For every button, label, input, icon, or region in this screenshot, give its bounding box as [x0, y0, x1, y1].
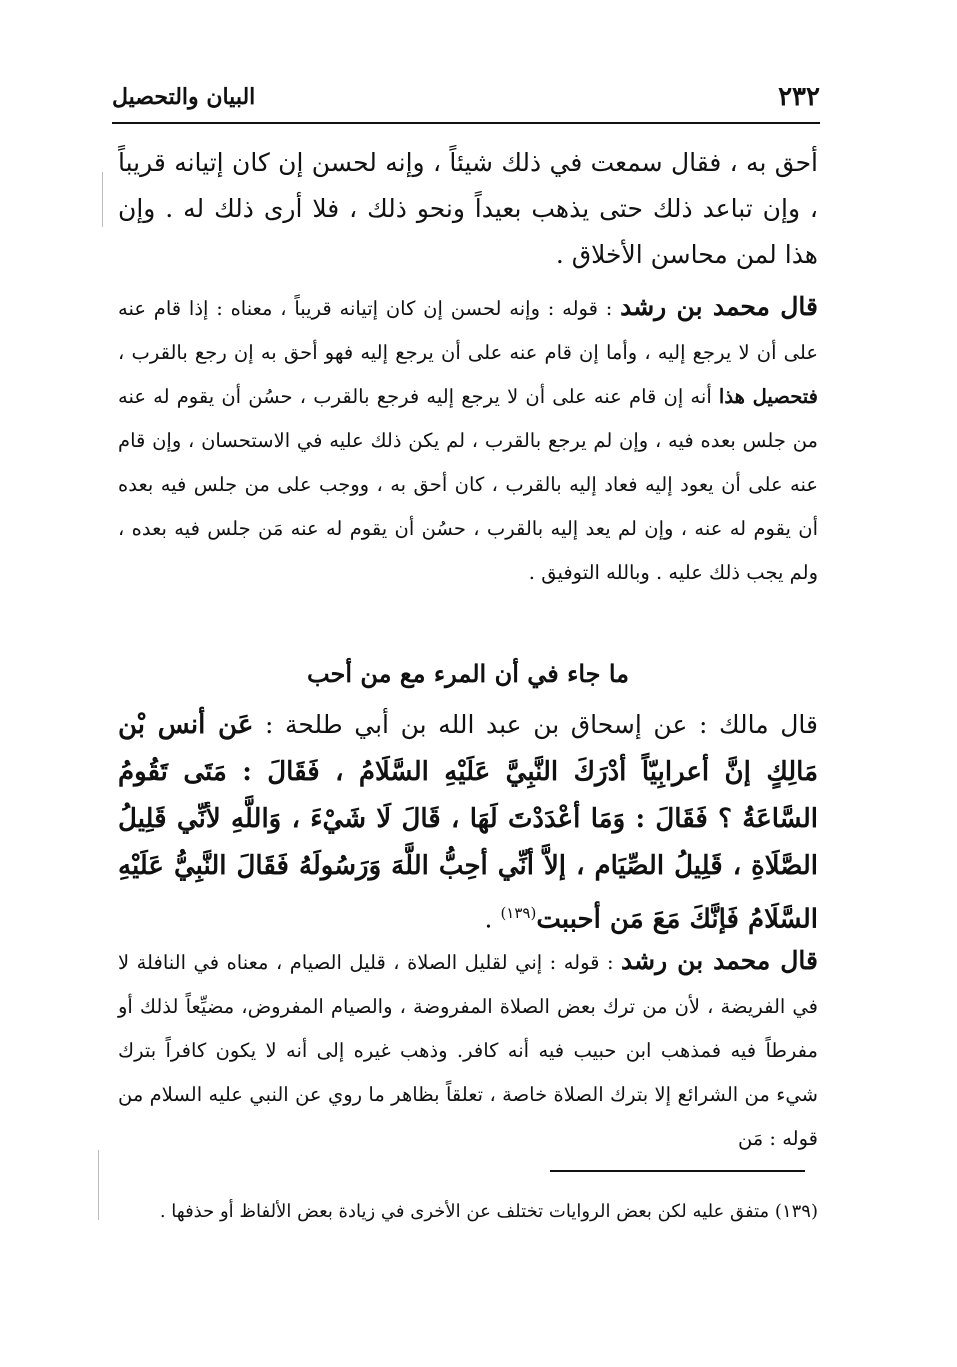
page-number: ٢٣٢ [778, 82, 820, 112]
header-rule [112, 122, 820, 124]
paragraph-3-intro: قال مالك : عن إسحاق بن عبد الله بن أبي طلحة : [253, 710, 818, 739]
paragraph-4-text: : قوله : إني لقليل الصلاة ، قليل الصيام ، معناه في النافلة لا في الفريضة ، لأن من ترك بعض الصلاة المفروضة ، والصيام المفروض، مضيِّعاً لذلك أو مفرطاً فيه فمذهب ابن حبيب فيه أنه كافر. وذهب غيره إلى أنه لا يكون كافراً بترك شيء من الشرائع إلا بترك الصلاة خاصة ، تعلقاً بظاهر ما روي عن النبي عليه السلام من قوله : مَن [118, 951, 818, 1150]
hadith-text: عَن أنس بْن مَالِكٍ إنَّ أعرابِيّاً أدْرَكَ النَّبِيَّ عَلَيْهِ السَّلَامُ ، فَقَالَ : مَتَى تَقُومُ السَّاعَةُ ؟ فَقَالَ : وَمَا أعْدَدْتَ لَهَا ، قَالَ لَا شَيْءَ ، وَاللَّهِ لأنِّي قَلِيلُ الصَّلَاةِ ، قَلِيلُ الصِّيَام ، إلاَّ أنِّي أحِبُّ اللَّهَ وَرَسُولَهُ فَقَالَ النَّبِيُّ عَلَيْهِ السَّلَامُ فَإنَّكَ مَعَ مَن أحببت [118, 710, 818, 935]
paragraph-2-lead: قال محمد بن رشد [620, 292, 818, 321]
paragraph-2-text-1: : قوله : وإنه لحسن إن كان إتيانه قريباً ، معناه : إذا قام عنه على أن لا يرجع إليه ، وأما إن قام عنه على أن يرجع إليه فهو أحق به إن رجع بالقرب ، [118, 297, 818, 364]
paragraph-1: أحق به ، فقال سمعت في ذلك شيئاً ، وإنه لحسن إن كان إتيانه قريباً ، وإن تباعد ذلك حتى يذهب بعيداً ونحو ذلك ، فلا أرى ذلك له . وإن هذا لمن محاسن الأخلاق . [118, 148, 818, 269]
footnote-reference: (١٣٩) [500, 904, 537, 922]
section-heading: ما جاء في أن المرء مع من أحب [306, 659, 630, 688]
paragraph-3-end: . [484, 904, 501, 934]
page-header [112, 78, 820, 118]
paragraph-4-lead: قال محمد بن رشد [621, 946, 818, 975]
footnote-rule [550, 1170, 805, 1172]
scan-mark [98, 1150, 99, 1220]
paragraph-3 [118, 702, 818, 943]
scan-mark [102, 172, 103, 227]
paragraph-4 [118, 938, 818, 1161]
paragraph-2-mid-bold: فتحصيل هذا [718, 385, 818, 408]
paragraph-2 [118, 284, 818, 595]
running-title: البيان والتحصيل [112, 84, 256, 110]
footnote: (١٣٩) متفق عليه لكن بعض الروايات تختلف عن الأخرى في زيادة بعض الألفاظ أو حذفها . [159, 1201, 818, 1222]
paragraph-2-text-2: أنه إن قام عنه على أن لا يرجع إليه فرجع بالقرب ، حسُن أن يقوم له عنه من جلس بعده فيه ، وإن لم يرجع بالقرب ، لم يكن ذلك عليه في الاستحسان ، وإن قام عنه على أن يعود إليه فعاد إليه بالقرب ، كان أحق به ، ووجب على من جلس فيه بعده أن يقوم له عنه ، وإن لم يعد إليه بالقرب ، حسُن أن يقوم له عنه مَن جلس فيه بعده ، ولم يجب ذلك عليه . وبالله التوفيق . [118, 385, 818, 584]
